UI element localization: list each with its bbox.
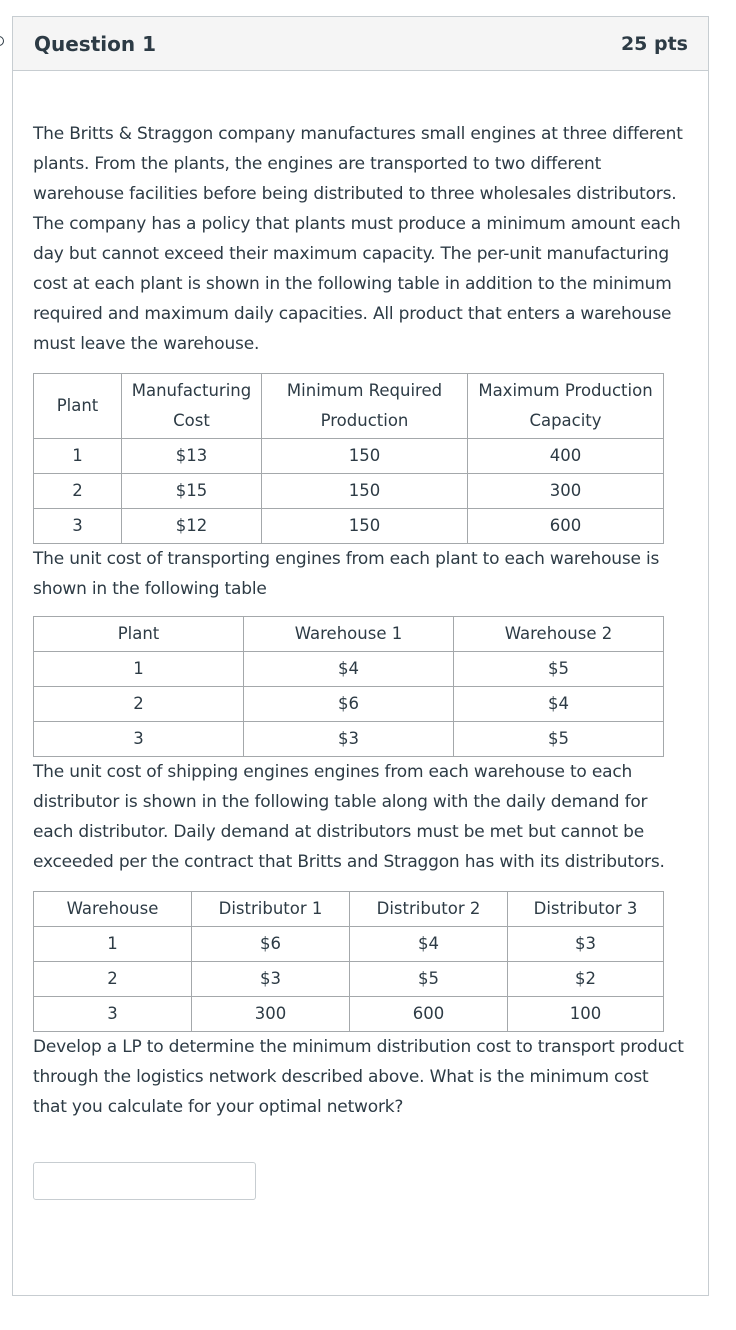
table-cell: $4: [454, 687, 664, 722]
table-cell: 150: [262, 509, 468, 544]
table-cell: $5: [454, 722, 664, 757]
table-cell: 600: [468, 509, 664, 544]
table-cell: 3: [34, 509, 122, 544]
transport-paragraph: The unit cost of transporting engines from each plant to each warehouse is shown in the following table: [33, 549, 660, 599]
table-cell: $5: [454, 652, 664, 687]
table-row: [34, 962, 664, 997]
table-cell: 400: [468, 439, 664, 474]
answer-input[interactable]: [33, 1162, 256, 1200]
table-cell: 150: [262, 439, 468, 474]
table-cell: $3: [508, 927, 664, 962]
table-cell: 2: [34, 474, 122, 509]
header-cell: Plant: [34, 374, 122, 439]
header-cell: Warehouse: [34, 892, 192, 927]
question-title: Question 1: [34, 31, 156, 56]
table-row: [34, 439, 664, 474]
header-cell: Plant: [34, 617, 244, 652]
header-cell: Minimum Required Production: [262, 374, 468, 439]
table-cell: $2: [508, 962, 664, 997]
table-row: [34, 927, 664, 962]
table-cell: 1: [34, 439, 122, 474]
table-row: [34, 722, 664, 757]
intro-paragraph: The Britts & Straggon company manufactures small engines at three different plants. From the plants, the engines are transported to two different warehouse facilities before being distributed to three wholesales distributors. The company has a policy that plants must produce a minimum amount each day but cannot exceed their maximum capacity. The per-unit manufacturing cost at each plant is shown in the following table in addition to the minimum required and maximum daily capacities. All product that enters a warehouse must leave the warehouse.: [33, 124, 683, 354]
header-cell: Warehouse 1: [244, 617, 454, 652]
table-cell: 1: [34, 927, 192, 962]
header-cell: Warehouse 2: [454, 617, 664, 652]
header-cell: Distributor 1: [192, 892, 350, 927]
header-cell: Manufacturing Cost: [122, 374, 262, 439]
table-cell: $3: [244, 722, 454, 757]
table-cell: 150: [262, 474, 468, 509]
header-cell: Maximum Production Capacity: [468, 374, 664, 439]
table-cell: $4: [350, 927, 508, 962]
question-body: [13, 71, 708, 1200]
table-cell: 3: [34, 722, 244, 757]
question-card: [12, 16, 709, 1296]
question-marker-icon: [0, 36, 4, 46]
table-row: [34, 997, 664, 1032]
table-row: [34, 652, 664, 687]
shipping-table: [33, 891, 664, 1032]
table-header-row: [34, 617, 664, 652]
question-points: 25 pts: [620, 32, 688, 55]
table-cell: $12: [122, 509, 262, 544]
header-cell: Distributor 2: [350, 892, 508, 927]
shipping-paragraph: The unit cost of shipping engines engines from each warehouse to each distributor is shown in the following table along with the daily demand for each distributor. Daily demand at distributors must be met but cannot be exceeded per the contract that Britts and Straggon has with its distributors.: [33, 762, 665, 872]
table-header-row: [34, 892, 664, 927]
table-cell: 3: [34, 997, 192, 1032]
header-cell: Distributor 3: [508, 892, 664, 927]
table-cell: 1: [34, 652, 244, 687]
table-cell: $13: [122, 439, 262, 474]
task-paragraph: Develop a LP to determine the minimum distribution cost to transport product through the logistics network described above. What is the minimum cost that you calculate for your optimal network?: [33, 1037, 684, 1117]
table-cell: 300: [192, 997, 350, 1032]
table-cell: $5: [350, 962, 508, 997]
table-cell: 300: [468, 474, 664, 509]
question-header: [13, 17, 708, 71]
table-row: [34, 474, 664, 509]
table-cell: $15: [122, 474, 262, 509]
table-cell: $6: [192, 927, 350, 962]
table-cell: 2: [34, 687, 244, 722]
table-cell: 100: [508, 997, 664, 1032]
table-header-row: [34, 374, 664, 439]
table-cell: $6: [244, 687, 454, 722]
table-cell: 600: [350, 997, 508, 1032]
table-row: [34, 509, 664, 544]
plant-table: [33, 373, 664, 544]
transport-table: [33, 616, 664, 757]
table-cell: $3: [192, 962, 350, 997]
table-cell: 2: [34, 962, 192, 997]
table-row: [34, 687, 664, 722]
table-cell: $4: [244, 652, 454, 687]
